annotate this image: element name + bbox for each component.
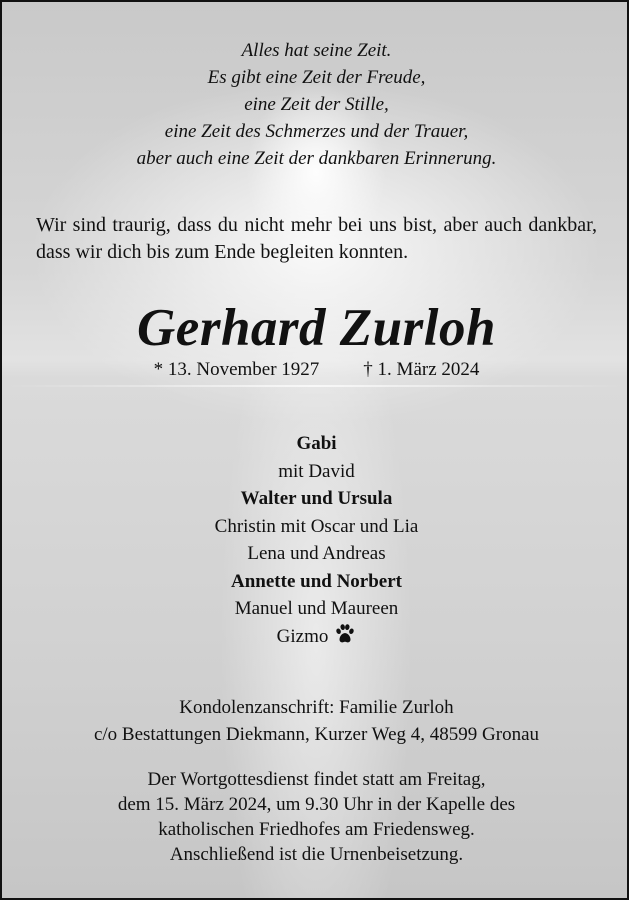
family-member: Christin mit Oscar und Lia bbox=[214, 515, 419, 537]
life-dates bbox=[2, 358, 629, 382]
paw-print-icon bbox=[334, 623, 356, 645]
poem-line: eine Zeit des Schmerzes und der Trauer, bbox=[164, 121, 469, 142]
address-line: c/o Bestattungen Diekmann, Kurzer Weg 4, 48599 Gronau bbox=[93, 724, 540, 745]
address-line: Kondolenzanschrift: Familie Zurloh bbox=[179, 697, 454, 718]
poem-line: aber auch eine Zeit der dankbaren Erinnerung. bbox=[136, 148, 497, 169]
service-line: Anschließend ist die Urnenbeisetzung. bbox=[169, 844, 464, 865]
poem bbox=[2, 37, 629, 172]
family-member: Lena und Andreas bbox=[247, 543, 386, 564]
service-line: dem 15. März 2024, um 9.30 Uhr in der Kapelle des bbox=[117, 794, 516, 815]
family-member: mit David bbox=[278, 460, 355, 482]
family-name: Gabi bbox=[296, 433, 337, 454]
poem-line: Alles hat seine Zeit. bbox=[241, 40, 392, 61]
horizon-line bbox=[2, 385, 627, 387]
birth-date: * 13. November 1927 bbox=[153, 359, 320, 380]
intro-text: Wir sind traurig, dass du nicht mehr bei uns bist, aber auch dankbar, dass wir dich bis zum Ende begleiten konnten. bbox=[36, 214, 597, 263]
death-date: † 1. März 2024 bbox=[363, 359, 480, 380]
deceased-name: Gerhard Zurloh bbox=[137, 299, 496, 357]
service-line: katholischen Friedhofes am Friedensweg. bbox=[158, 819, 475, 840]
poem-line: Es gibt eine Zeit der Freude, bbox=[207, 67, 426, 88]
poem-line: eine Zeit der Stille, bbox=[244, 94, 389, 115]
family-pet bbox=[2, 623, 629, 651]
family-name: Walter und Ursula bbox=[240, 488, 393, 509]
service-line: Der Wortgottesdienst findet statt am Freitag, bbox=[147, 769, 486, 790]
service-info bbox=[2, 767, 629, 867]
condolence-address bbox=[2, 694, 629, 748]
family-list bbox=[2, 430, 629, 650]
pet-name: Gizmo bbox=[276, 625, 329, 647]
family-member: Manuel und Maureen bbox=[234, 598, 399, 619]
family-name: Annette und Norbert bbox=[231, 570, 402, 592]
